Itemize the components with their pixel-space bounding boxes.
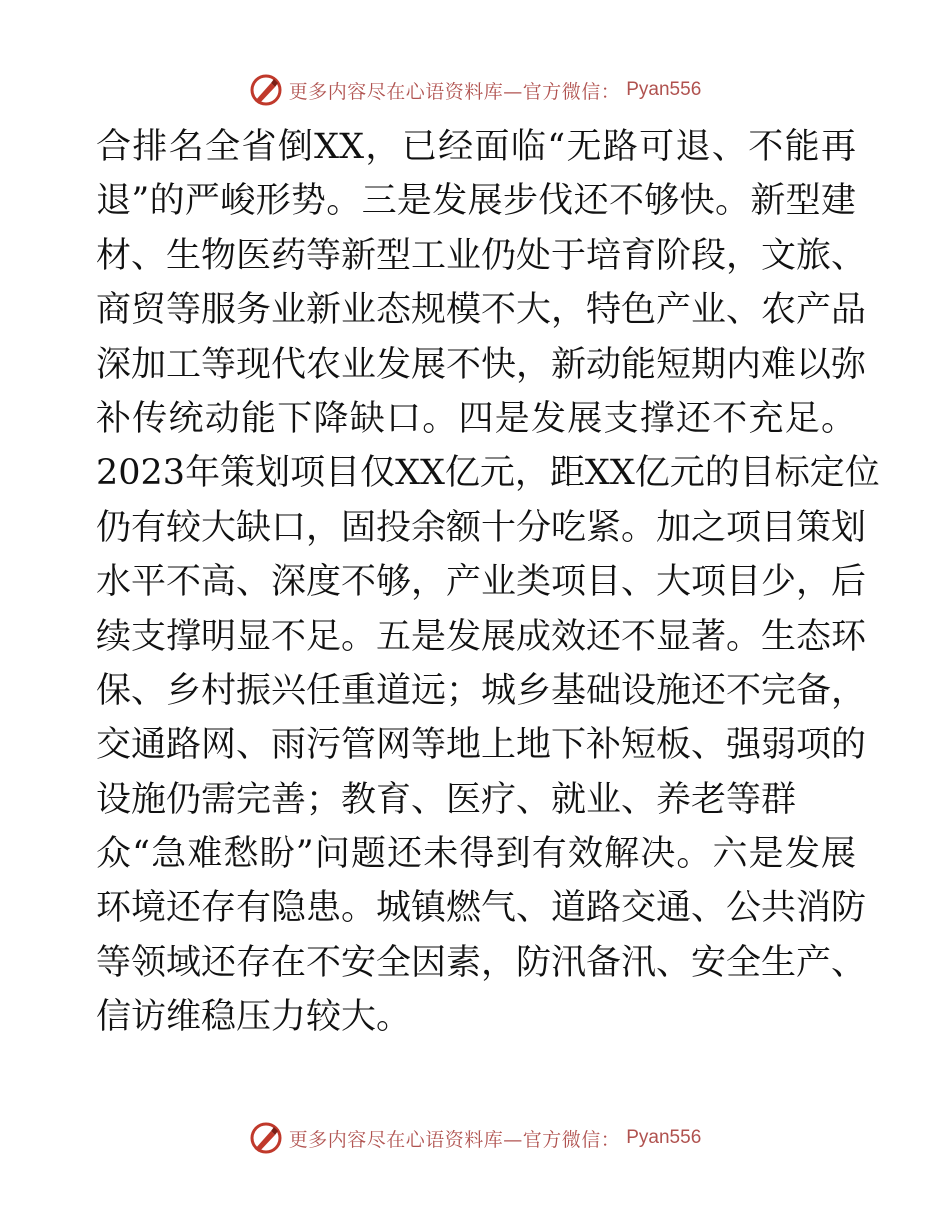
body-line: 补传统动能下降缺口。四是发展支撑还不充足。 xyxy=(96,398,856,439)
header-banner xyxy=(0,70,950,110)
header-banner-text: 更多内容尽在心语资料库—官方微信： xyxy=(288,80,621,103)
footer-banner xyxy=(0,1118,950,1158)
red-pen-logo-icon xyxy=(249,73,283,107)
body-line: 深加工等现代农业发展不快，新动能短期内难以弥 xyxy=(96,344,867,385)
body-line: 设施仍需完善；教育、医疗、就业、养老等群 xyxy=(96,779,797,820)
header-wechat-id: Pyan556 xyxy=(626,79,702,100)
footer-banner-text: 更多内容尽在心语资料库—官方微信： xyxy=(288,1128,621,1151)
body-line: 环境还存有隐患。城镇燃气、道路交通、公共消防 xyxy=(96,888,867,929)
document-body xyxy=(96,120,880,1045)
body-line: 2023年策划项目仅XX亿元，距XX亿元的目标定位 xyxy=(96,453,880,494)
red-pen-logo-icon xyxy=(249,1121,283,1155)
body-line: 交通路网、雨污管网等地上地下补短板、强弱项的 xyxy=(96,725,867,766)
body-line: 仍有较大缺口，固投余额十分吃紧。加之项目策划 xyxy=(96,507,867,548)
body-line: 续支撑明显不足。五是发展成效还不显著。生态环 xyxy=(96,616,867,657)
body-line: 合排名全省倒XX，已经面临“无路可退、不能再 xyxy=(96,127,856,167)
body-line: 退”的严峻形势。三是发展步伐还不够快。新型建 xyxy=(96,181,856,222)
footer-wechat-id: Pyan556 xyxy=(626,1127,702,1148)
body-line: 商贸等服务业新业态规模不大，特色产业、农产品 xyxy=(96,290,867,331)
body-line: 信访维稳压力较大。 xyxy=(96,997,412,1038)
body-line: 保、乡村振兴任重道远；城乡基础设施还不完备， xyxy=(96,670,867,711)
body-line: 众“急难愁盼”问题还未得到有效解决。六是发展 xyxy=(96,834,856,875)
body-line: 水平不高、深度不够，产业类项目、大项目少，后 xyxy=(96,562,867,603)
body-line: 等领域还存在不安全因素，防汛备汛、安全生产、 xyxy=(96,942,867,983)
body-line: 材、生物医药等新型工业仍处于培育阶段，文旅、 xyxy=(96,235,867,276)
